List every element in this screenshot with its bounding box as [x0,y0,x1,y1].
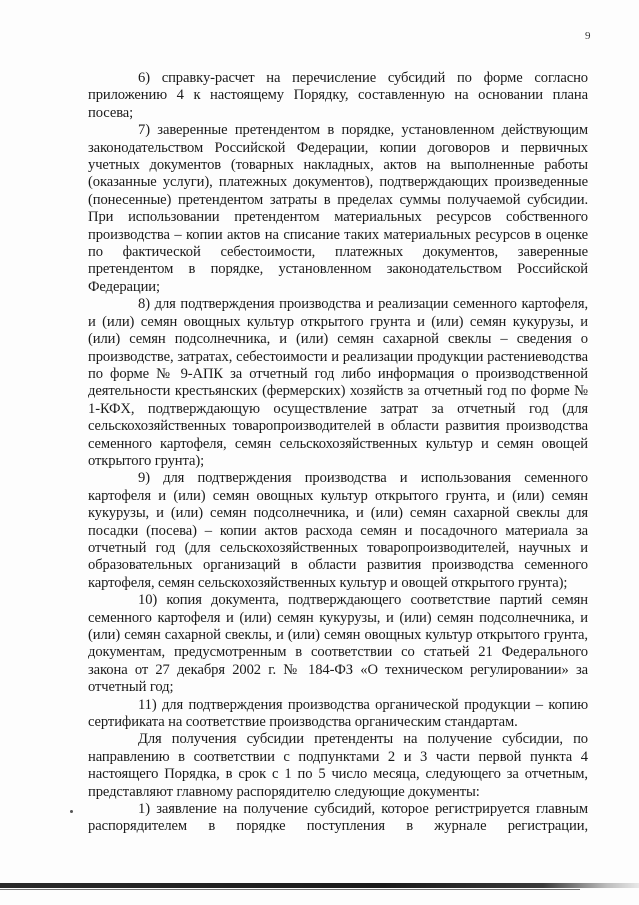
scan-edge-bar [0,883,639,888]
scan-speck [70,810,73,813]
page-number: 9 [585,30,591,42]
paragraph-item-6: 6) справку-расчет на перечисление субсидий по форме согласно приложению 4 к настоящему Порядку, составленную на основании плана посева; [88,70,588,121]
paragraph-item-9: 9) для подтверждения производства и использования семенного картофеля и (или) семян овощных культур открытого грунта, и (или) семян кукурузы, и (или) семян подсолнечника, и (или) семян сахарной свеклы для посадки (посева) – копии актов расхода семян и посадочного материала за отчетный год (для сельскохозяйственных товаропроизводителей, научных и образовательных организаций в области развития производства семенного картофеля, семян сельскохозяйственных культур и овощей открытого грунта); [88,470,588,591]
paragraph-list-item-1: 1) заявление на получение субсидий, которое регистрируется главным распорядителем в порядке поступления в журнале регистрации, [88,801,588,835]
paragraph-item-11: 11) для подтверждения производства органической продукции – копию сертификата на соответствие производства органическим стандартам. [88,696,588,731]
paragraph-item-8: 8) для подтверждения производства и реализации семенного картофеля, и (или) семян овощных культур открытого грунта и (или) семян кукурузы, и (или) семян подсолнечника, и (или) семян сахарной свеклы – сведения о производстве, затратах, себестоимости и реализации продукции растениеводства по форме № 9-АПК за отчетный год либо информация о производственной деятельности крестьянских (фермерских) хозяйств за отчетный год по форме № 1-КФХ, подтверждающую осуществление затрат за отчетный год (для сельскохозяйственных товаропроизводителей в области развития производства семенного картофеля, семян сельскохозяйственных культур и семян овощей открытого грунта); [88,296,588,469]
paragraph-item-7: 7) заверенные претендентом в порядке, установленном действующим законодательством Российской Федерации, копии договоров и первичных учетных документов (товарных накладных, актов на выполненные работы (оказанные услуги), платежных документов), подтверждающих произведенные (понесенные) претендентом затраты в пределах суммы получаемой субсидии. При использовании претендентом материальных ресурсов собственного производства – копии актов на списание таких материальных ресурсов в оценке по фактической себестоимости, платежных документов, заверенные претендентом в порядке, установленном законодательством Российской Федерации; [88,122,588,295]
document-body [88,70,588,836]
scan-edge-line [0,889,580,890]
paragraph-subsidy-intro: Для получения субсидии претенденты на получение субсидии, по направлению в соответствии с подпунктами 2 и 3 части первой пункта 4 настоящего Порядка, в срок с 1 по 5 число месяца, следующего за отчетным, представляют главному распорядителю следующие документы: [88,731,588,800]
paragraph-item-10: 10) копия документа, подтверждающего соответствие партий семян семенного картофеля и (или) семян кукурузы, и (или) семян подсолнечника, и (или) семян сахарной свеклы, и (или) семян овощных культур открытого грунта, документам, предусмотренным в соответствии со статьей 21 Федерального закона от 27 декабря 2002 г. № 184-ФЗ «О техническом регулировании» за отчетный год; [88,592,588,696]
